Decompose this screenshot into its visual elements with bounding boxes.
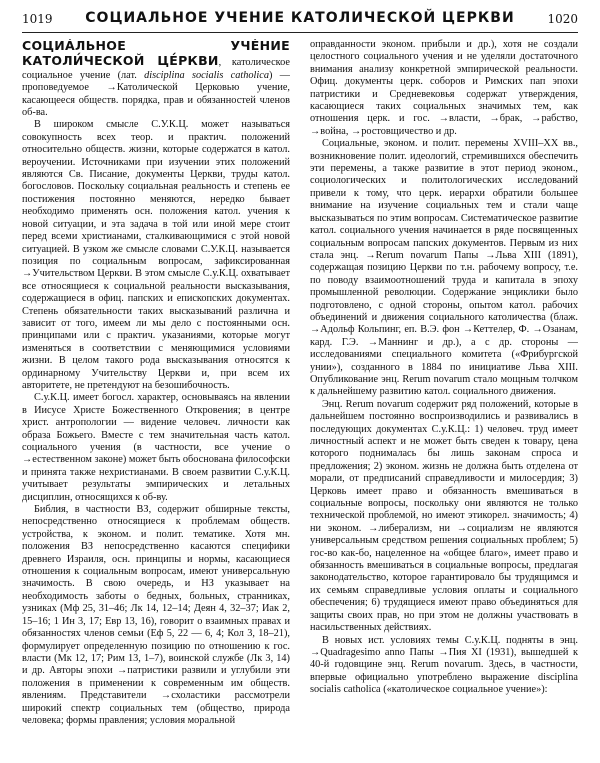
intro-text-a: , католическое социальное учение (лат. <box>22 57 290 81</box>
left-column <box>22 39 290 751</box>
intro-text-b: ) — проповедуемое →Католической Церковью учение, касающееся обществ. порядка, прав и обязанностей членов об-ва. <box>22 69 290 119</box>
intro-latin-term: disciplina socialis catholica <box>144 69 269 81</box>
right-paragraph-2: Социальные, эконом. и полит. перемены XVIII–XX вв., возникновение полит. идеологий, стремившихся обеспечить эти перемены, а также развитие в этот период эконом., социологических и политологических исследований привели к тому, что церк. иерархи обратили большее внимание на изучение социальных тем и стали чаще высказываться по этим вопросам. Систематическое развитие катол. социального учения начинается в ряде посвященных социальным вопросам папских документов. Первым из них стала энц. →Rerum novarum Папы →Льва XIII (1891), содержащая позицию Церкви по т.н. рабочему вопросу, т.е. по поводу взаимоотношений труда и капитала в эпоху промышленной революции. Содержание энциклики было подготовлено, с одной стороны, опытом катол. рабочих объединений и движения социального католичества (блаж. →Адольф Кольпинг, еп. В.Э. фон →Кеттелер, Ф. →Озанам, кард. Г.Э. →Маннинг и др.), а с др. стороны — исследованиями специального комитета («Фрибургской унии»), созданного в 1884 по инициативе Льва XIII. Опубликование энц. Rerum novarum стало мощным толчком к дальнейшему развитию катол. социального движения. <box>310 138 578 398</box>
left-paragraph-2: В широком смысле С.У.К.Ц. может называться совокупность всех теор. и практич. положений относительно обществ. жизни, которые содержатся в катол. вероучении. Источниками при изучении этих положений являются Св. Писание, документы Церкви, труды катол. богословов. Поскольку социальная реальность и степень ее постижения постоянно меняются, нередко бывает необходимо применять осн. положения катол. учения к новой ситуации, и эта задача в той или иной мере стоит перед всеми христианами, сталкивающимися с этой новой ситуацией. В узком же смысле словами С.У.К.Ц. называется позиция по социальным вопросам, зафиксированная →Учительством Церкви. В этом смысле С.у.К.Ц. охватывает все относящиеся к социальной реальности высказывания, содержащиеся в офиц. папских и епископских документах. Степень обязательности таких высказываний различна и зависит от того, имеем ли мы дело с постоянными осн. принципами или с практич. указаниями, которые могут изменяться в соответствии с меняющимися условиями жизни. В целом такого рода высказывания относятся к ординарному Учительству Церкви и, при всем их авторитете, не претендуют на безошибочность. <box>22 119 290 391</box>
page-number-left: 1019 <box>22 12 53 26</box>
right-column <box>310 39 578 751</box>
running-header <box>22 10 578 30</box>
right-paragraph-4: В новых ист. условиях темы С.у.К.Ц. подняты в энц. →Quadragesimo anno Папы →Пия XI (1931), вышедшей к 40-й годовщине энц. Rerum novarum. Здесь, в частности, впервые официально употреблено выражение disciplina socialis catholica («католическое социальное учение»): <box>310 634 578 696</box>
page-title: СОЦИАЛЬНОЕ УЧЕНИЕ КАТОЛИЧЕСКОЙ ЦЕРКВИ <box>85 10 515 26</box>
entry-headword: СОЦИА́ЛЬНОЕ УЧЕ́НИЕ КАТОЛИ́ЧЕСКОЙ ЦЕ́РКВИ <box>22 39 290 69</box>
right-paragraph-1: оправданности эконом. прибыли и др.), хотя не создали целостного социального учения и не уделяли достаточного внимания анализу конкретной эмпирической реальности. Офиц. документы церк. соборов и Римских пап эпохи патристики и Средневековья содержат утверждения, касающиеся таких социальных значимых тем, как отношения церк. и гос. →власти, →брак, →рабство, →война, →ростовщичество и др. <box>310 39 578 137</box>
page-number-right: 1020 <box>547 12 578 26</box>
entry-intro-paragraph <box>22 39 290 119</box>
right-paragraph-3: Энц. Rerum novarum содержит ряд положений, которые в дальнейшем постоянно воспроизводились и развивались в последующих документах С.у.К.Ц.: 1) человеч. труд имеет личностный аспект и не может быть сведен к товару, цена которого поднималась бы лишь законам спроса и предложения; 2) эконом. жизнь не должна быть отделена от морали, от предписаний справедливости и милосердия; 3) Церковь имеет право и обязанность вмешиваться в социальные вопросы, поскольку они являются не только технической проблемой, но имеют этикорел. значимость; 4) ни эконом. →либерализм, ни →социализм не являются универсальным средством решения социальных проблем; 5) гос-во как-бо, нацеленное на «общее благо», имеет право и обязанность вмешиваться в социальные вопросы, предлагая законодательство, которое гарантировало бы трудящимся и их семьям справедливые условия оплаты и социального обеспечения; 6) трудящиеся имеют право объединяться для защиты своих прав, но при этом не должны участвовать в насильственных действиях. <box>310 398 578 634</box>
header-rule <box>22 32 578 33</box>
left-paragraph-4: Библия, в частности ВЗ, содержит обширные тексты, непосредственно относящиеся к проблемам обществ. устройства, к эконом. и полит. тематике. Хотя мн. положения ВЗ непосредственно касаются специфики древнего Израиля, осн. принципы и нормы, касающиеся отношения к социальным вопросам, имеют универсальную значимость. В свою очередь, и НЗ указывает на необходимость заботы о бедных, больных, странниках, узниках (Мф 25, 31–46; Лк 14, 12–14; Деян 4, 32–37; Иак 2, 15–16; 1 Ин 3, 17; Евр 13, 16), говорит о взаимных правах и обязанностях членов семьи (Еф 5, 22 — 6, 4; Кол 3, 18–21), формулирует определенную позицию по отношению к гос. власти (Мк 12, 17; Рим 13, 1–7), воинской службе (Лк 3, 14) и др. Авторы эпохи →патристики развили и углубили эти положения в применении к современным им обществ. явлениям. Представители →схоластики рассмотрели широкий спектр социальных тем (общество, природа человека; формы правления; условия моральной <box>22 504 290 726</box>
left-paragraph-3: С.у.К.Ц. имеет богосл. характер, основываясь на явлении в Иисусе Христе Божественного Откровения; в центре христ. антропологии — видение человеч. личности как образа Божьего. Вместе с тем значительная часть катол. социального учения (в частности, все учение о →естественном законе) может быть обоснована философски и принята также нехристианами. В своем развитии С.у.К.Ц. учитывает результаты эмпирических и летальных дисциплин, относящихся к об-ву. <box>22 392 290 503</box>
